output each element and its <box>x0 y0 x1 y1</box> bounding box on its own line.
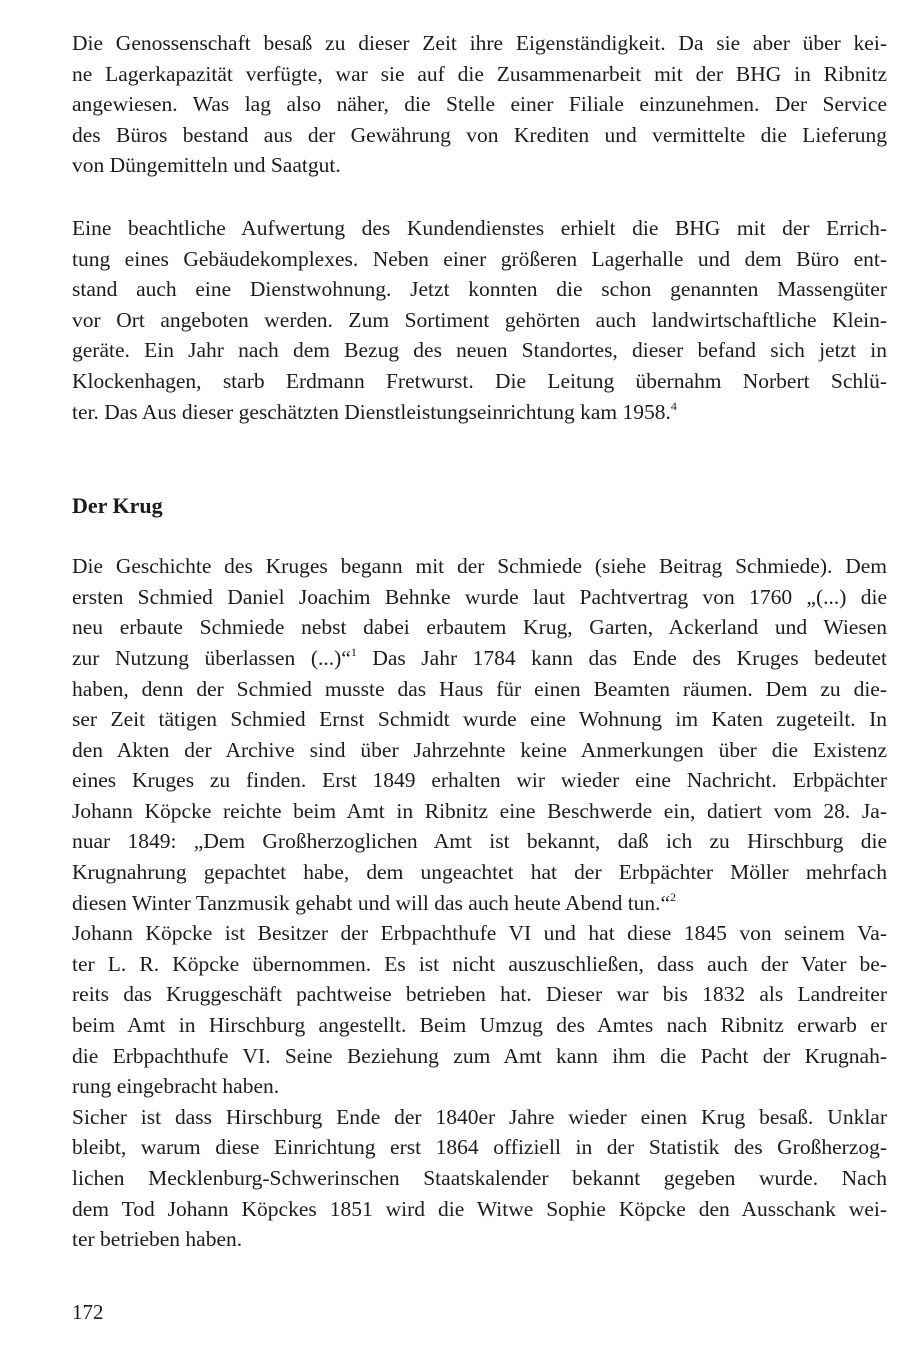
section-heading: Der Krug <box>72 493 163 519</box>
footnote-marker: 1 <box>350 644 357 659</box>
text-line-content: ter. Das Aus dieser geschätzten Dienstleistungseinrichtung kam 1958. <box>72 399 671 424</box>
text-line: Johann Köpcke reichte beim Amt in Ribnitz eine Beschwerde ein, datiert vom 28. Ja- <box>72 798 887 823</box>
text-line <box>72 888 887 919</box>
text-line: den Akten der Archive sind über Jahrzehnte keine Anmerkungen über die Existenz <box>72 737 887 762</box>
text-line-content: diesen Winter Tanzmusik gehabt und will das auch heute Abend tun.“ <box>72 890 671 915</box>
text-line: Johann Köpcke ist Besitzer der Erbpachthufe VI und hat diese 1845 von seinem Va- <box>72 921 887 946</box>
text-line: Eine beachtliche Aufwertung des Kundendienstes erhielt die BHG mit der Errich- <box>72 215 887 240</box>
text-line: ter L. R. Köpcke übernommen. Es ist nicht auszuschließen, dass auch der Vater be- <box>72 951 887 976</box>
text-line: Die Geschichte des Kruges begann mit der Schmiede (siehe Beitrag Schmiede). Dem <box>72 554 887 579</box>
text-line: Krugnahrung gepachtet habe, dem ungeachtet hat der Erbpächter Möller mehrfach <box>72 860 887 885</box>
text-line: eines Kruges zu finden. Erst 1849 erhalten wir wieder eine Nachricht. Erbpächter <box>72 768 887 793</box>
text-line: vor Ort angeboten werden. Zum Sortiment gehörten auch landwirtschaftliche Klein- <box>72 307 887 332</box>
text-line: geräte. Ein Jahr nach dem Bezug des neuen Standortes, dieser befand sich jetzt in <box>72 338 887 363</box>
text-line: ter betrieben haben. <box>72 1227 243 1252</box>
text-line <box>72 397 887 428</box>
text-line <box>72 643 887 674</box>
paragraph-genossenschaft <box>72 28 887 181</box>
paragraph-krug-history <box>72 551 887 918</box>
paragraph-hirschburg-krug <box>72 1102 887 1255</box>
text-line: lichen Mecklenburg-Schwerinschen Staatskalender bekannt gegeben wurde. Nach <box>72 1166 887 1190</box>
page-body <box>72 28 887 1255</box>
text-line: rung eingebracht haben. <box>72 1074 280 1099</box>
text-line: ne Lagerkapazität verfügte, war sie auf die Zusammenarbeit mit der BHG in Ribnitz <box>72 61 887 86</box>
text-line: von Düngemitteln und Saatgut. <box>72 153 341 178</box>
text-line: haben, denn der Schmied musste das Haus für einen Beamten räumen. Dem zu die- <box>72 676 887 701</box>
paragraph-koepcke <box>72 918 887 1102</box>
text-line-content: Das Jahr 1784 kann das Ende des Kruges bedeutet <box>356 645 887 670</box>
text-line: dem Tod Johann Köpckes 1851 wird die Witwe Sophie Köpcke den Ausschank wei- <box>72 1196 887 1221</box>
text-line: bleibt, warum diese Einrichtung erst 1864 offiziell in der Statistik des Großherzog- <box>72 1135 887 1160</box>
page-number: 172 <box>72 1300 104 1324</box>
text-line: nuar 1849: „Dem Großherzoglichen Amt ist bekannt, daß ich zu Hirschburg die <box>72 829 887 854</box>
text-line: neu erbaute Schmiede nebst dabei erbautem Krug, Garten, Ackerland und Wiesen <box>72 615 887 640</box>
footnote-marker: 4 <box>670 398 677 413</box>
text-line: Sicher ist dass Hirschburg Ende der 1840er Jahre wieder einen Krug besaß. Unklar <box>72 1104 887 1129</box>
text-line: stand auch eine Dienstwohnung. Jetzt konnten die schon genannten Massengüter <box>72 277 887 302</box>
text-line: angewiesen. Was lag also näher, die Stelle einer Filiale einzunehmen. Der Service <box>72 92 887 117</box>
paragraph-bhg <box>72 213 887 427</box>
text-line: reits das Kruggeschäft pachtweise betrieben hat. Dieser war bis 1832 als Landreiter <box>72 982 887 1007</box>
text-line: ersten Schmied Daniel Joachim Behnke wurde laut Pachtvertrag von 1760 „(...) die <box>72 584 887 609</box>
text-line: Die Genossenschaft besaß zu dieser Zeit ihre Eigenständigkeit. Da sie aber über kei- <box>72 31 887 55</box>
text-line: ser Zeit tätigen Schmied Ernst Schmidt wurde eine Wohnung im Katen zugeteilt. In <box>72 707 887 732</box>
text-line: Klockenhagen, starb Erdmann Fretwurst. Die Leitung übernahm Norbert Schlü- <box>72 368 887 393</box>
text-line-content: zur Nutzung überlassen (...)“ <box>72 645 351 670</box>
footnote-marker: 2 <box>670 889 677 904</box>
text-line: die Erbpachthufe VI. Seine Beziehung zum Amt kann ihm die Pacht der Krugnah- <box>72 1043 887 1068</box>
text-line: tung eines Gebäudekomplexes. Neben einer größeren Lagerhalle und dem Büro ent- <box>72 246 887 271</box>
text-line: beim Amt in Hirschburg angestellt. Beim Umzug des Amtes nach Ribnitz erwarb er <box>72 1013 887 1038</box>
text-line: des Büros bestand aus der Gewährung von Krediten und vermittelte die Lieferung <box>72 122 887 147</box>
